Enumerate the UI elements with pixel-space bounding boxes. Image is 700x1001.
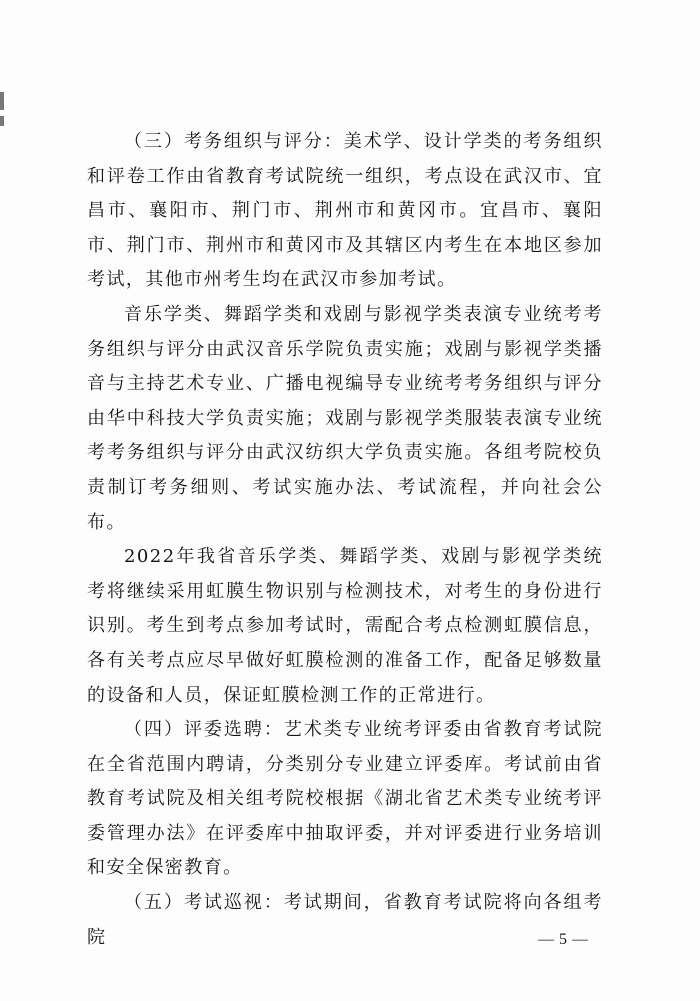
paragraph-iris-identification: 2022年我省音乐学类、舞蹈学类、戏剧与影视学类统考将继续采用虹膜生物识别与检测技术，对考生的身份进行识别。考生到考点参加考试时，需配合考点检测虹膜信息，各有关考点应尽早做好虹膜检测的准备工作，配备足够数量的设备和人员，保证虹膜检测工作的正常进行。 [87, 546, 603, 706]
page-number: — 5 — [538, 931, 589, 948]
paragraph-exam-organization: （三）考务组织与评分：美术学、设计学类的考务组织和评卷工作由省教育考试院统一组织，考点设在武汉市、宜昌市、襄阳市、荆门市、荆州市和黄冈市。宜昌市、襄阳市、荆门市、荆州市和黄冈市及其辖区内考生在本地区参加考试，其他市州考生均在武汉市参加考试。 [87, 131, 603, 291]
left-edge-scan-mark [0, 92, 4, 110]
paragraph-music-dance-drama-exam: 音乐学类、舞蹈学类和戏剧与影视学类表演专业统考考务组织与评分由武汉音乐学院负责实施；戏剧与影视学类播音与主持艺术专业、广播电视编导专业统考考务组织与评分由华中科技大学负责实施；戏剧与影视学类服装表演专业统考考务组织与评分由武汉纺织大学负责实施。各组考院校负责制订考务细则、考试实施办法、考试流程，并向社会公布。 [87, 303, 603, 533]
paragraph-exam-inspection: （五）考试巡视：考试期间，省教育考试院将向各组考院 [87, 892, 603, 948]
left-edge-scan-mark-small [0, 116, 4, 126]
document-body [87, 125, 603, 955]
paragraph-judge-selection: （四）评委选聘：艺术类专业统考评委由省教育考试院在全省范围内聘请，分类别分专业建立评委库。考试前由省教育考试院及相关组考院校根据《湖北省艺术类专业统考评委管理办法》在评委库中抽取评委，并对评委进行业务培训和安全保密教育。 [87, 719, 603, 879]
